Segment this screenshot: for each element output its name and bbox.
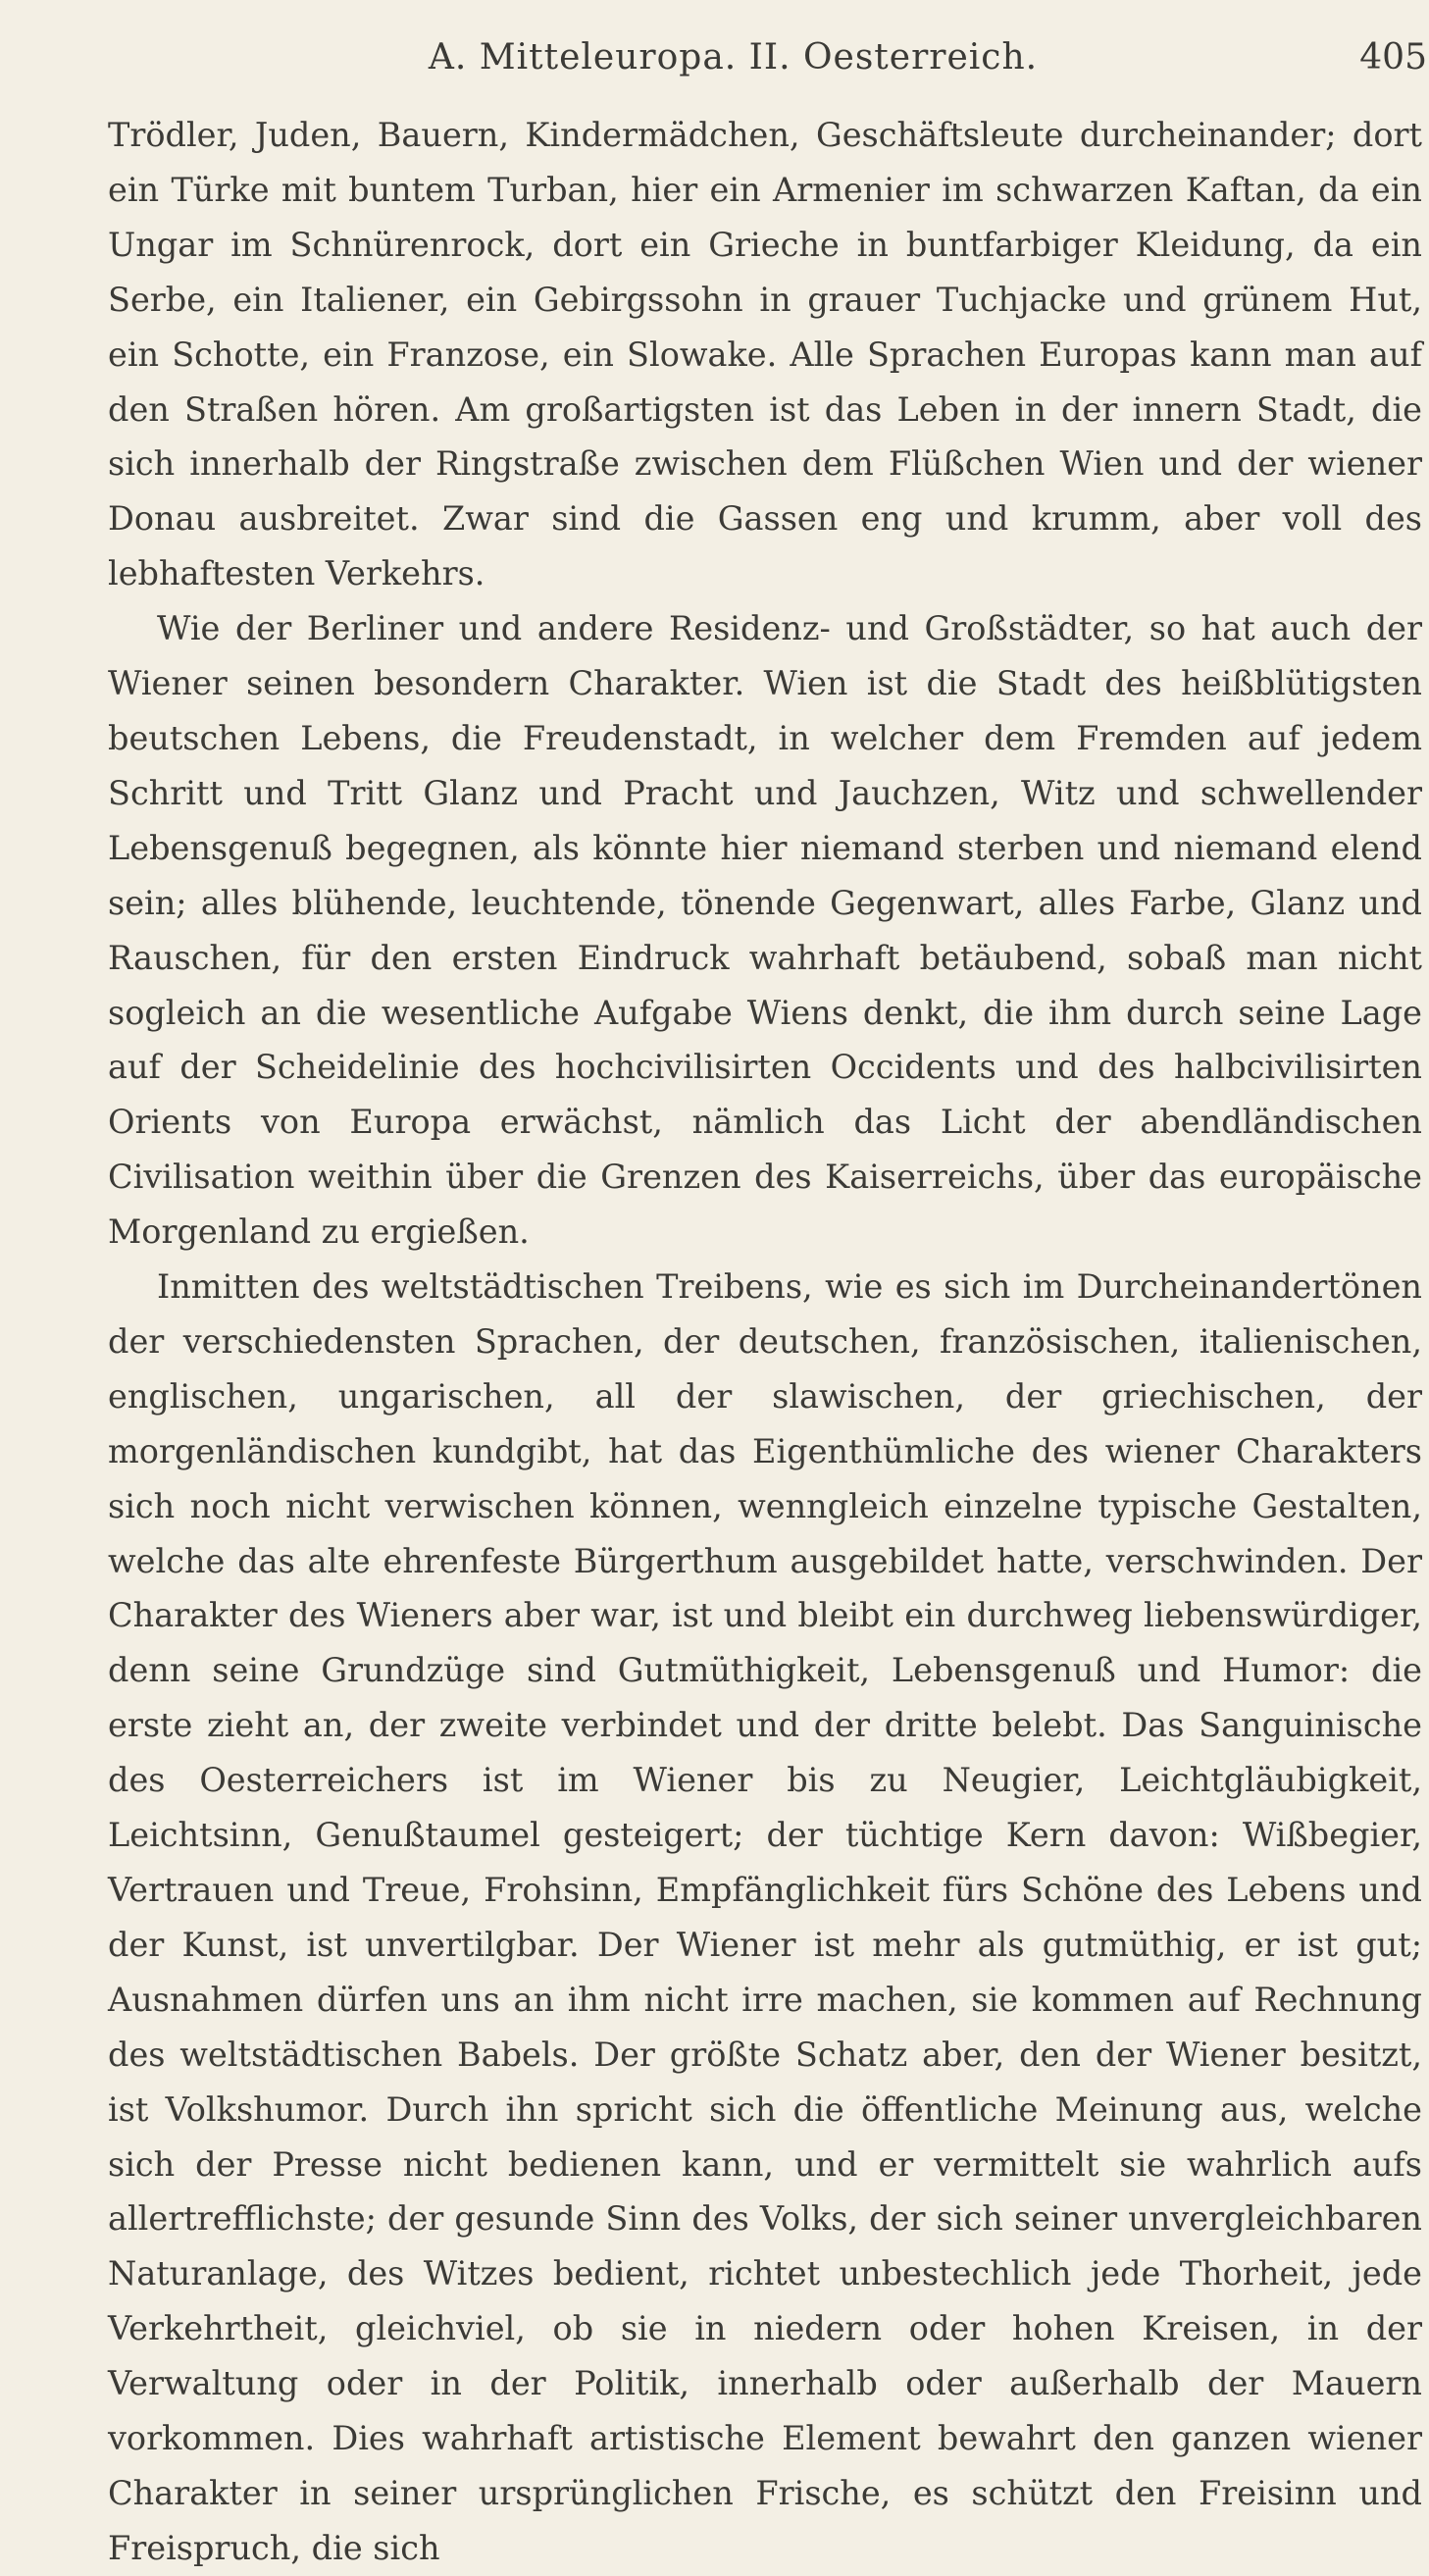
running-title: A. Mitteleuropa. II. Oesterreich. — [428, 37, 1039, 77]
page-number: 405 — [1359, 37, 1427, 77]
body-text — [108, 108, 1422, 2576]
paragraph-3: Inmitten des weltstädtischen Treibens, wie es sich im Durcheinandertönen der verschiedensten Sprachen, der deutschen, französischen, italienischen, englischen, ungarischen, all der slawischen, der griechischen, der morgenländischen kundgibt, hat das Eigenthümliche des wiener Charakters sich noch nicht verwischen können, wenngleich einzelne typische Gestalten, welche das alte ehrenfeste Bürgerthum ausgebildet hatte, verschwinden. Der Charakter des Wieners aber war, ist und bleibt ein durchweg liebenswürdiger, denn seine Grundzüge sind Gutmüthigkeit, Lebensgenuß und Humor: die erste zieht an, der zweite verbindet und der dritte belebt. Das Sanguinische des Oesterreichers ist im Wiener bis zu Neugier, Leichtgläubigkeit, Leichtsinn, Genußtaumel gesteigert; der tüchtige Kern davon: Wißbegier, Vertrauen und Treue, Frohsinn, Empfänglichkeit fürs Schöne des Lebens und der Kunst, ist unvertilgbar. Der Wiener ist mehr als gutmüthig, er ist gut; Ausnahmen dürfen uns an ihm nicht irre machen, sie kommen auf Rechnung des weltstädtischen Babels. Der größte Schatz aber, den der Wiener besitzt, ist Volkshumor. Durch ihn spricht sich die öffentliche Meinung aus, welche sich der Presse nicht bedienen kann, und er vermittelt sie wahrlich aufs allertrefflichste; der gesunde Sinn des Volks, der sich seiner unvergleichbaren Naturanlage, des Witzes bedient, richtet unbestechlich jede Thorheit, jede Verkehrtheit, gleichviel, ob sie in niedern oder hohen Kreisen, in der Verwaltung oder in der Politik, innerhalb oder außerhalb der Mauern vorkommen. Dies wahrhaft artistische Element bewahrt den ganzen wiener Charakter in seiner ursprünglichen Frische, es schützt den Freisinn und Freispruch, die sich — [108, 1267, 1422, 2567]
running-header — [118, 37, 1427, 96]
paragraph-1: Trödler, Juden, Bauern, Kindermädchen, Geschäftsleute durcheinander; dort ein Türke mit buntem Turban, hier ein Armenier im schwarzen Kaftan, da ein Ungar im Schnürenrock, dort ein Grieche in buntfarbiger Kleidung, da ein Serbe, ein Italiener, ein Gebirgssohn in grauer Tuchjacke und grünem Hut, ein Schotte, ein Franzose, ein Slowake. Alle Sprachen Europas kann man auf den Straßen hören. Am großartigsten ist das Leben in der innern Stadt, die sich innerhalb der Ringstraße zwischen dem Flüßchen Wien und der wiener Donau ausbreitet. Zwar sind die Gassen eng und krumm, aber voll des lebhaftesten Verkehrs. — [108, 116, 1422, 593]
paragraph-2: Wie der Berliner und andere Residenz- und Großstädter, so hat auch der Wiener seinen besondern Charakter. Wien ist die Stadt des heißblütigsten beutschen Lebens, die Freudenstadt, in welcher dem Fremden auf jedem Schritt und Tritt Glanz und Pracht und Jauchzen, Witz und schwellender Lebensgenuß begegnen, als könnte hier niemand sterben und niemand elend sein; alles blühende, leuchtende, tönende Gegenwart, alles Farbe, Glanz und Rauschen, für den ersten Eindruck wahrhaft betäubend, sobaß man nicht sogleich an die wesentliche Aufgabe Wiens denkt, die ihm durch seine Lage auf der Scheidelinie des hochcivilisirten Occidents und des halbcivilisirten Orients von Europa erwächst, nämlich das Licht der abendländischen Civilisation weithin über die Grenzen des Kaiserreichs, über das europäische Morgenland zu ergießen. — [108, 609, 1422, 1252]
